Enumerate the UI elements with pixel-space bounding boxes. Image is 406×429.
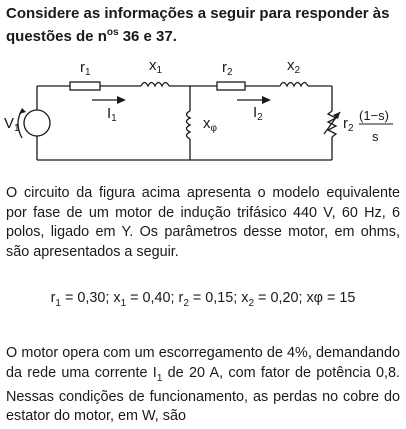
- I2-label: $I_2$: [253, 104, 263, 123]
- xphi-label: $x_\varphi$: [203, 115, 217, 134]
- equivalent-circuit-diagram: [0, 50, 406, 180]
- question-heading: [6, 4, 400, 46]
- r2-label: $r_2$: [222, 59, 233, 78]
- I1-label: $I_1$: [107, 105, 117, 124]
- operating-conditions: O motor opera com um escorregamento de 4%, demandando da rede uma corrente $I_1$ de 20 A, com fator de potência 0,8. Nessas condições de funcionamento, as perdas no cobre do estator do motor, em W, são: [6, 345, 401, 425]
- heading-suffix: 36 e 37.: [118, 28, 177, 45]
- load-label: $r_2$: [343, 115, 354, 134]
- x1-inductor: [141, 83, 169, 87]
- circuit-description: O circuito da figura acima apresenta o modelo equivalente por fase de um motor de indução trifásico 440 V, 60 Hz, 6 polos, ligado em Y. Os parâmetros desse motor, em ohms, são apresentados a seguir.: [6, 185, 400, 260]
- x2-inductor: [280, 83, 308, 87]
- load-numerator: (1−s): [359, 108, 389, 123]
- heading-superscript: os: [106, 27, 119, 38]
- voltage-source: [24, 110, 50, 136]
- parameters-equation: $r_1 = 0,30$; $x_1 = 0,40$; $r_2 = 0,15$; $x_2 = 0,20$; xφ = 15: [50, 290, 356, 309]
- r2-resistor: [217, 82, 245, 90]
- x1-label: $x_1$: [149, 57, 163, 76]
- load-denominator: s: [372, 129, 379, 144]
- x2-label: $x_2$: [287, 57, 301, 76]
- r1-resistor: [70, 82, 100, 90]
- xphi-inductor: [187, 111, 191, 139]
- V1-label: $V_1$: [4, 115, 20, 134]
- r1-label: $r_1$: [80, 59, 91, 78]
- heading-prefix: Considere as informações a seguir para responder às questões de n: [6, 5, 390, 45]
